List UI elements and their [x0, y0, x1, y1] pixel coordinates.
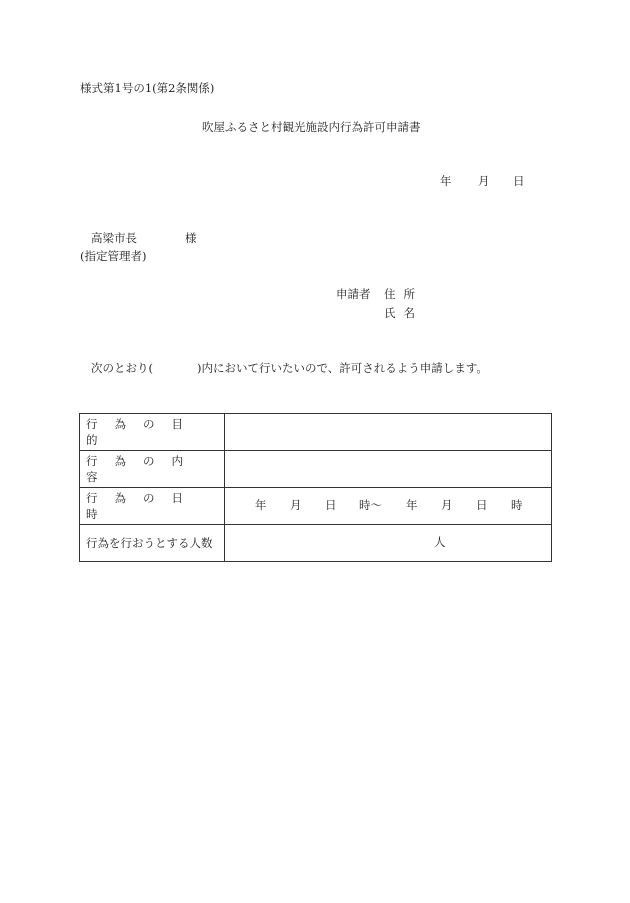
- request-statement: [91, 363, 488, 375]
- headcount-field: [225, 525, 552, 562]
- table-row: [80, 488, 552, 525]
- applicant-label: 申請者: [336, 287, 371, 301]
- start-year-label: 年: [255, 498, 267, 512]
- content-label: 行為の内容: [80, 451, 225, 488]
- addressee-name: 高梁市長: [91, 231, 137, 245]
- applicant-name-label: 氏名: [384, 306, 423, 320]
- designated-manager-label: (指定管理者): [80, 249, 147, 263]
- end-day-label: 日: [476, 498, 488, 512]
- datetime-label: 行為の日時: [80, 488, 225, 525]
- headcount-unit: 人: [434, 535, 446, 549]
- headcount-label: 行為を行おうとする人数: [80, 525, 225, 562]
- document-title: 吹屋ふるさと村観光施設内行為許可申請書: [202, 120, 421, 134]
- date-month-label: 月: [478, 174, 490, 188]
- form-number: 様式第1号の1(第2条関係): [80, 81, 215, 95]
- end-month-label: 月: [441, 498, 453, 512]
- end-hour-label: 時: [511, 498, 523, 512]
- applicant-address-label: 住所: [384, 287, 423, 301]
- datetime-field: [225, 488, 552, 525]
- start-hour-label: 時〜: [359, 498, 382, 512]
- date-day-label: 日: [513, 174, 525, 188]
- table-row: [80, 414, 552, 451]
- purpose-label: 行為の目的: [80, 414, 225, 451]
- request-suffix: )内において行いたいので、許可されるよう申請します。: [197, 361, 488, 375]
- purpose-field: [225, 414, 552, 451]
- start-month-label: 月: [290, 498, 302, 512]
- start-day-label: 日: [325, 498, 337, 512]
- end-year-label: 年: [406, 498, 418, 512]
- table-row: [80, 525, 552, 562]
- addressee-honorific: 様: [185, 231, 197, 245]
- content-field: [225, 451, 552, 488]
- date-year-label: 年: [440, 174, 452, 188]
- activity-table: [79, 413, 552, 562]
- table-row: [80, 451, 552, 488]
- request-prefix: 次のとおり(: [91, 361, 153, 375]
